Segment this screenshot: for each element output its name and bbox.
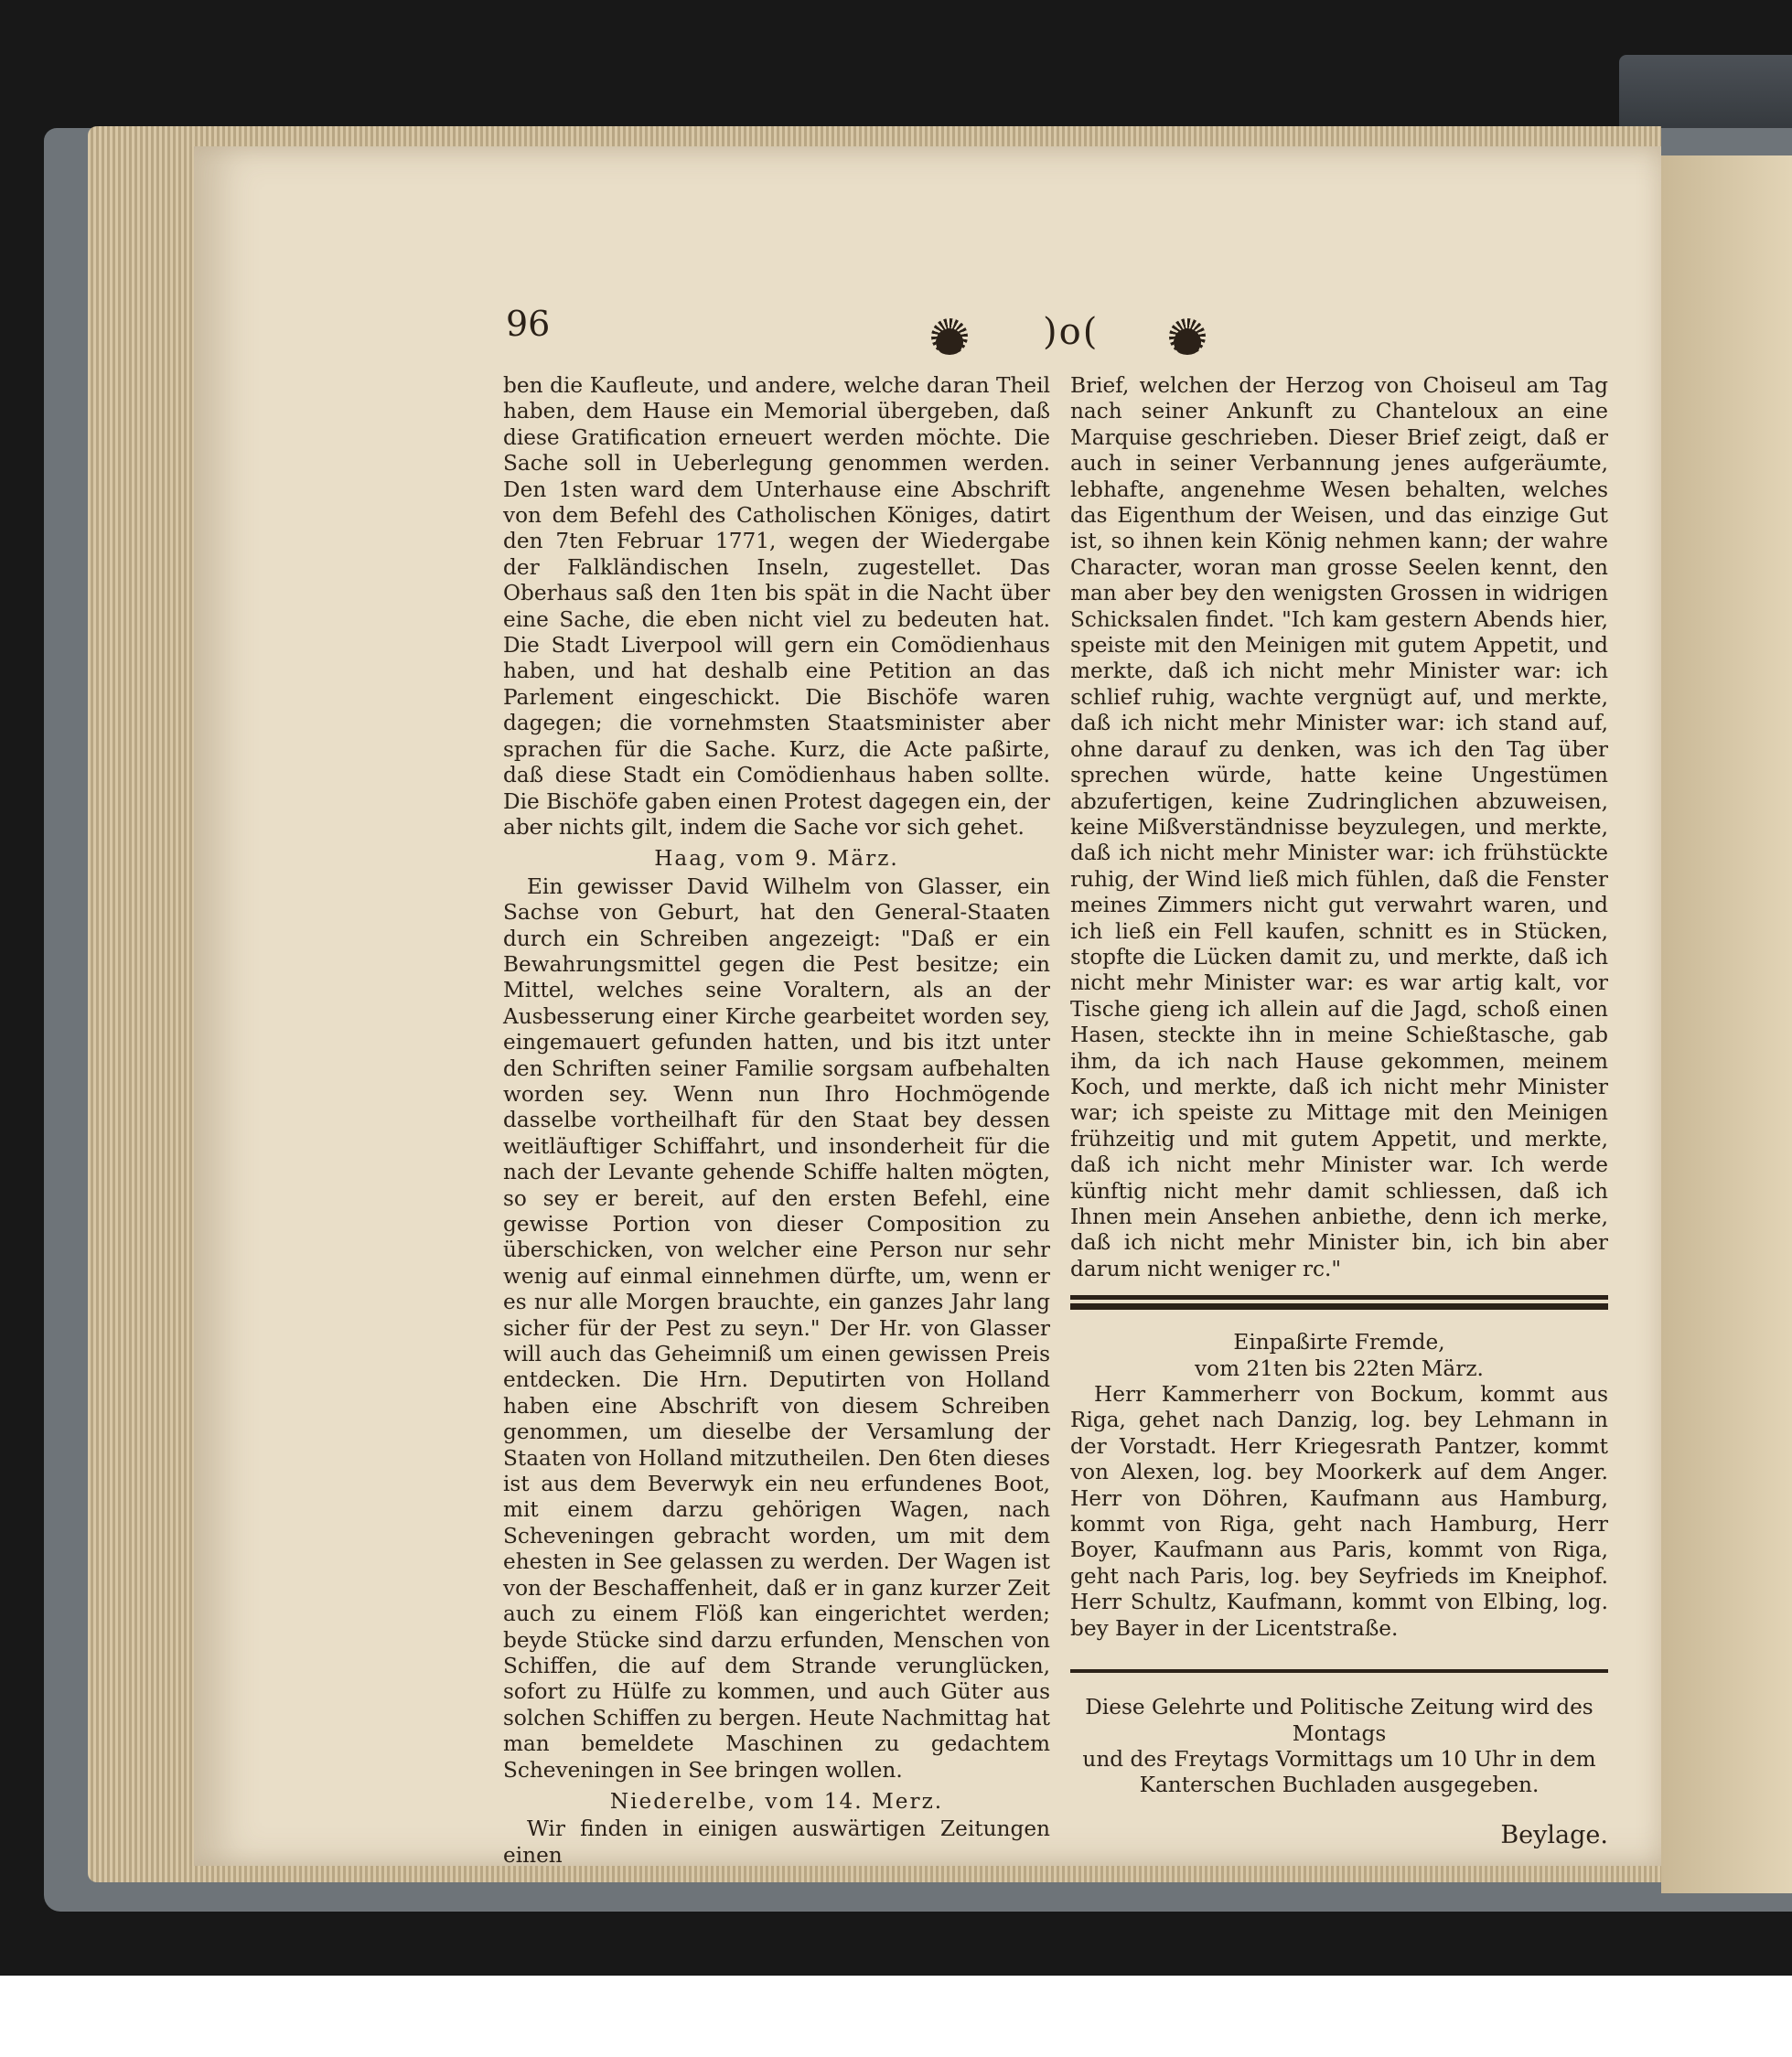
- left-column: [503, 373, 1050, 1869]
- supplement-catchword: Beylage.: [1500, 1820, 1608, 1849]
- center-ornament: )o(: [1043, 311, 1100, 353]
- colophon-divider: [1070, 1669, 1608, 1673]
- choiseul-letter: Brief, welchen der Herzog von Choiseul am Tag nach seiner Ankunft zu Chanteloux an eine Marquise geschrieben. Dieser Brief zeigt, daß er auch in seiner Verbannung jenes aufgeräumte, lebhafte, angenehme Wesen behalten, welches das Eigenthum der Weisen, und das einzige Gut ist, so ihnen kein König nehmen kann; der wahre Character, woran man grosse Seelen kennt, den man aber bey den wenigsten Grossen in widrigen Schicksalen findet. "Ich kam gestern Abends hier, speiste mit den Meinigen mit gutem Appetit, und merkte, daß ich nicht mehr Minister war: ich schlief ruhig, wachte vergnügt auf, und merkte, daß ich nicht mehr Minister war: ich stand auf, ohne darauf zu denken, was ich den Tag über sprechen würde, hatte keine Ungestümen abzufertigen, keine Zudringlichen abzuweisen, keine Mißverständnisse beyzulegen, und merkte, daß ich nicht mehr Minister war: ich frühstückte ruhig, der Wind ließ mich fühlen, daß die Fenster meines Zimmers nicht gut verwahrt waren, und ich ließ ein Fell kaufen, schnitt es in Stücken, stopfte die Lücken damit zu, und merkte, daß ich nicht mehr Minister war: es war artig kalt, vor Tische gieng ich allein auf die Jagd, schoß einen Hasen, steckte ihn in meine Schießtasche, gab ihm, da ich nach Hause gekommen, meinem Koch, und merkte, daß ich nicht mehr Minister war; ich speiste zu Mittage mit den Meinigen frühzeitig und mit gutem Appetit, und merkte, daß ich nicht mehr Minister war. Ich werde künftig nicht mehr damit schliessen, daß ich Ihnen mein Ansehen anbiethe, denn ich merke, daß ich nicht mehr Minister bin, ich bin aber darum nicht weniger rc.": [1070, 373, 1608, 1281]
- niederelbe-report: Wir finden in einigen auswärtigen Zeitungen einen: [503, 1816, 1050, 1868]
- page-number: 96: [506, 304, 551, 344]
- shell-ornament-icon: [931, 318, 968, 355]
- section-divider: [1070, 1295, 1608, 1310]
- right-column: [1070, 373, 1608, 1848]
- arrivals-heading: Einpaßirte Fremde,: [1233, 1330, 1445, 1355]
- colophon-line: Kanterschen Buchladen ausgegeben.: [1139, 1773, 1540, 1798]
- haag-heading: Haag, vom 9. März.: [654, 846, 899, 872]
- arrivals-date: vom 21ten bis 22ten März.: [1195, 1355, 1484, 1381]
- niederelbe-heading: Niederelbe, vom 14. Merz.: [609, 1788, 944, 1814]
- facing-page-edge: [1661, 155, 1792, 1893]
- london-report: ben die Kaufleute, und andere, welche daran Theil haben, dem Hause ein Memorial übergeben, daß diese Gratification erneuert werden möchte. Die Sache soll in Ueberlegung genommen werden. Den 1sten ward dem Unterhause eine Abschrift von dem Befehl des Catholischen Königes, datirt den 7ten Februar 1771, wegen der Wiedergabe der Falkländischen Inseln, zugestellet. Das Oberhaus saß den 1ten bis spät in die Nacht über eine Sache, die eben nicht viel zu bedeuten hat. Die Stadt Liverpool will gern ein Comödienhaus haben, und hat deshalb eine Petition an das Parlement eingeschickt. Die Bischöfe waren dagegen; die vornehmsten Staatsminister aber sprachen für die Sache. Kurz, die Acte paßirte, daß diese Stadt ein Comödienhaus haben sollte. Die Bischöfe gaben einen Protest dagegen ein, der aber nichts gilt, indem die Sache vor sich gehet.: [503, 373, 1050, 840]
- shell-ornament-icon: [1169, 318, 1206, 355]
- colophon-line: Diese Gelehrte und Politische Zeitung wird des Montags: [1085, 1695, 1593, 1746]
- arrivals-list: Herr Kammerherr von Bockum, kommt aus Riga, gehet nach Danzig, log. bey Lehmann in der Vorstadt. Herr Kriegesrath Pantzer, kommt von Alexen, log. bey Moorkerk auf dem Anger. Herr von Döhren, Kaufmann aus Hamburg, kommt von Riga, geht nach Hamburg, Herr Boyer, Kaufmann aus Paris, kommt von Riga, geht nach Paris, log. bey Seyfrieds im Kneiphof. Herr Schultz, Kaufmann, kommt von Elbing, log. bey Bayer in der Licentstraße.: [1070, 1382, 1608, 1641]
- haag-report: Ein gewisser David Wilhelm von Glasser, ein Sachse von Geburt, hat den General-Staaten durch ein Schreiben angezeigt: "Daß er ein Bewahrungsmittel gegen die Pest besitze; ein Mittel, welches seine Voraltern, als an der Ausbesserung einer Kirche gearbeitet worden sey, eingemauert gefunden hatten, und bis itzt unter den Schriften seiner Familie sorgsam aufbehalten worden sey. Wenn nun Ihro Hochmögende dasselbe vortheilhaft für den Staat bey dessen weitläuftiger Schiffahrt, und insonderheit für die nach der Levante gehende Schiffe halten mögten, so sey er bereit, auf den ersten Befehl, eine gewisse Portion von dieser Composition zu überschicken, von welcher eine Person nur sehr wenig auf einmal einnehmen dürfte, um, wenn er es nur alle Morgen brauchte, ein ganzes Jahr lang sicher für der Pest zu seyn." Der Hr. von Glasser will auch das Geheimniß um einen gewissen Preis entdecken. Die Hrn. Deputirten von Holland haben eine Abschrift von diesem Schreiben genommen, um dieselbe der Versamlung der Staaten von Holland mitzutheilen. Den 6ten dieses ist aus dem Beverwyk ein neu erfundenes Boot, mit einem darzu gehörigen Wagen, nach Scheveningen gebracht worden, um mit dem ehesten in See gelassen zu werden. Der Wagen ist von der Beschaffenheit, daß er in ganz kurzer Zeit auch zu einem Flöß kan eingerichtet werden; beyde Stücke sind darzu erfunden, Menschen von Schiffen, die auf dem Strande verunglücken, sofort zu Hülfe zu kommen, und auch Güter aus solchen Schiffen zu bergen. Heute Nachmittag hat man bemeldete Maschinen zu gedachtem Scheveningen in See bringen wollen.: [503, 873, 1050, 1783]
- colophon-line: und des Freytags Vormittags um 10 Uhr in dem: [1082, 1746, 1596, 1772]
